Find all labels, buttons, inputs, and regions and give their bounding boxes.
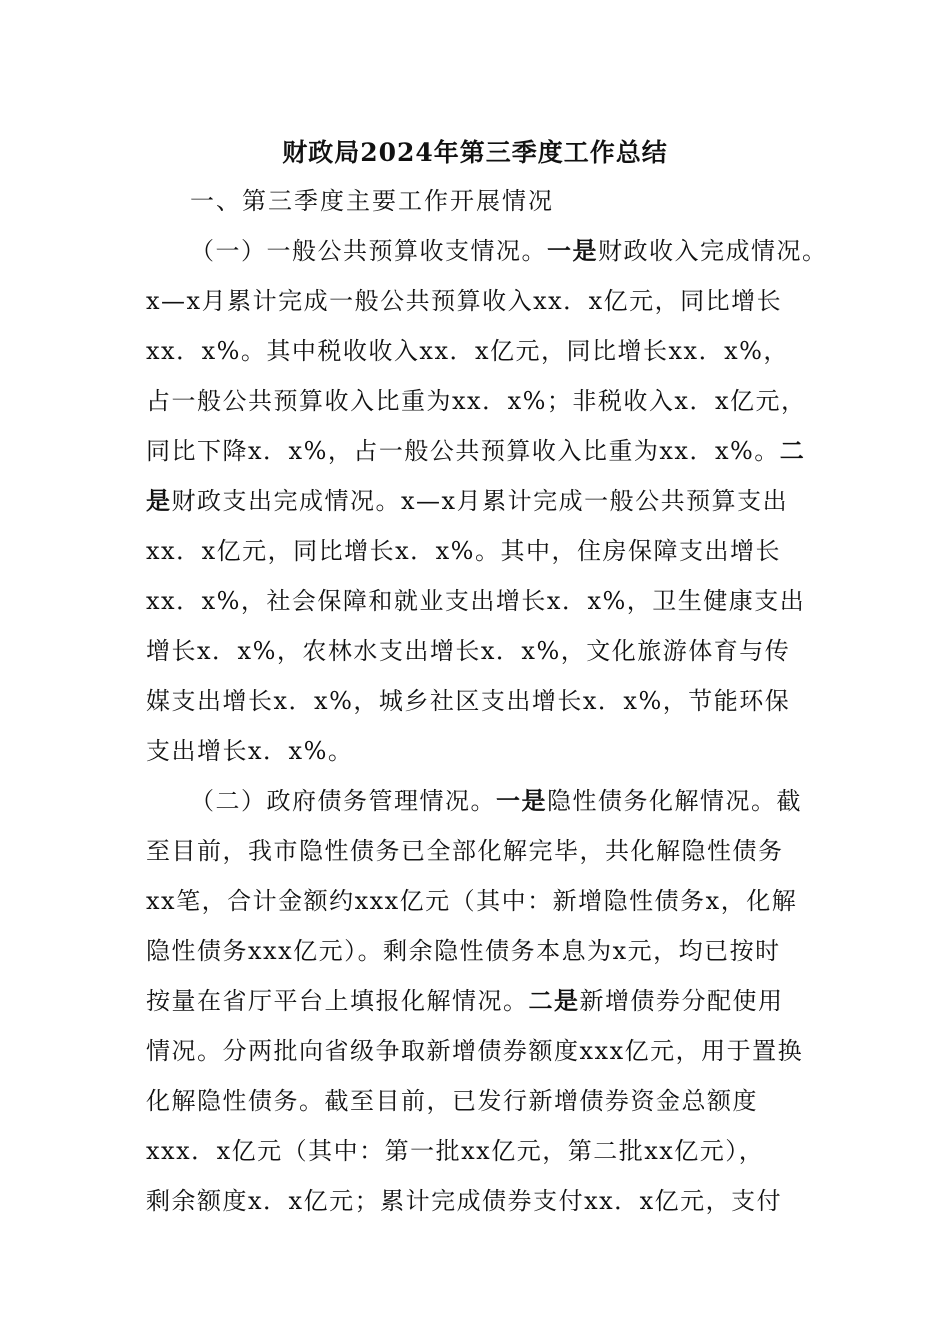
paragraph-line bbox=[146, 334, 826, 368]
paragraph-line bbox=[146, 834, 826, 868]
text-segment: 隐性债务化解情况。截 bbox=[547, 787, 802, 815]
text-segment: 剩余额度x．x亿元；累计完成债券支付xx．x亿元，支付 bbox=[146, 1187, 783, 1215]
paragraph-line bbox=[146, 734, 826, 768]
text-segment: x—x月累计完成一般公共预算收入xx．x亿元，同比增长 bbox=[146, 287, 783, 315]
text-segment: xx．x%。其中税收收入xx．x亿元，同比增长xx．x%， bbox=[146, 337, 789, 365]
paragraph-line bbox=[146, 884, 826, 918]
text-segment: 化解隐性债务。截至目前，已发行新增债券资金总额度 bbox=[146, 1087, 758, 1115]
paragraph-line bbox=[146, 684, 826, 718]
text-segment: 财政支出完成情况。x—x月累计完成一般公共预算支出 bbox=[171, 487, 789, 515]
text-segment: xx．x%，社会保障和就业支出增长x．x%，卫生健康支出 bbox=[146, 587, 806, 615]
emphasis-text: 二是 bbox=[528, 986, 580, 1015]
section-heading: 一、第三季度主要工作开展情况 bbox=[190, 187, 554, 215]
paragraph-line bbox=[146, 484, 826, 518]
emphasis-text: 一是 bbox=[496, 786, 547, 815]
text-segment: 至目前，我市隐性债务已全部化解完毕，共化解隐性债务 bbox=[146, 837, 784, 865]
text-segment: 支出增长x．x%。 bbox=[146, 737, 354, 765]
text-segment: 增长x．x%，农林水支出增长x．x%，文化旅游体育与传 bbox=[146, 637, 791, 665]
paragraph-line bbox=[190, 234, 870, 268]
paragraph-line bbox=[146, 634, 826, 668]
text-segment: 财政收入完成情况。 bbox=[598, 237, 828, 265]
paragraph-line bbox=[146, 584, 826, 618]
paragraph-line bbox=[146, 1034, 826, 1068]
emphasis-text: 二 bbox=[779, 436, 806, 465]
text-segment: xx．x亿元，同比增长x．x%。其中，住房保障支出增长 bbox=[146, 537, 781, 565]
text-segment: （一）一般公共预算收支情况。 bbox=[190, 237, 547, 265]
paragraph-line bbox=[146, 534, 826, 568]
emphasis-text: 一是 bbox=[547, 236, 598, 265]
paragraph-line bbox=[146, 1084, 826, 1118]
paragraph-line bbox=[146, 1134, 826, 1168]
emphasis-text: 是 bbox=[146, 486, 172, 515]
paragraph-line bbox=[146, 1184, 826, 1218]
paragraph-line bbox=[146, 984, 826, 1018]
text-segment: xxx．x亿元（其中：第一批xx亿元，第二批xx亿元）， bbox=[146, 1137, 765, 1165]
text-segment: 隐性债务xxx亿元）。剩余隐性债务本息为x元，均已按时 bbox=[146, 937, 781, 965]
text-segment: 媒支出增长x．x%，城乡社区支出增长x．x%，节能环保 bbox=[146, 687, 791, 715]
paragraph-line bbox=[146, 384, 826, 418]
text-segment: xx笔，合计金额约xxx亿元（其中：新增隐性债务x，化解 bbox=[146, 887, 798, 915]
text-segment: 新增债券分配使用 bbox=[579, 987, 784, 1015]
paragraph-line bbox=[190, 784, 870, 818]
paragraph-line bbox=[146, 434, 826, 468]
text-segment: 按量在省厅平台上填报化解情况。 bbox=[146, 987, 529, 1015]
page-title: 财政局2024年第三季度工作总结 bbox=[282, 138, 668, 167]
text-segment: （二）政府债务管理情况。 bbox=[190, 787, 496, 815]
text-segment: 同比下降x．x%，占一般公共预算收入比重为xx．x%。 bbox=[146, 437, 780, 465]
text-segment: 占一般公共预算收入比重为xx．x%；非税收入x．x亿元， bbox=[146, 387, 807, 415]
paragraph-line bbox=[146, 284, 826, 318]
paragraph-line bbox=[146, 934, 826, 968]
text-segment: 情况。分两批向省级争取新增债券额度xxx亿元，用于置换 bbox=[146, 1037, 804, 1065]
